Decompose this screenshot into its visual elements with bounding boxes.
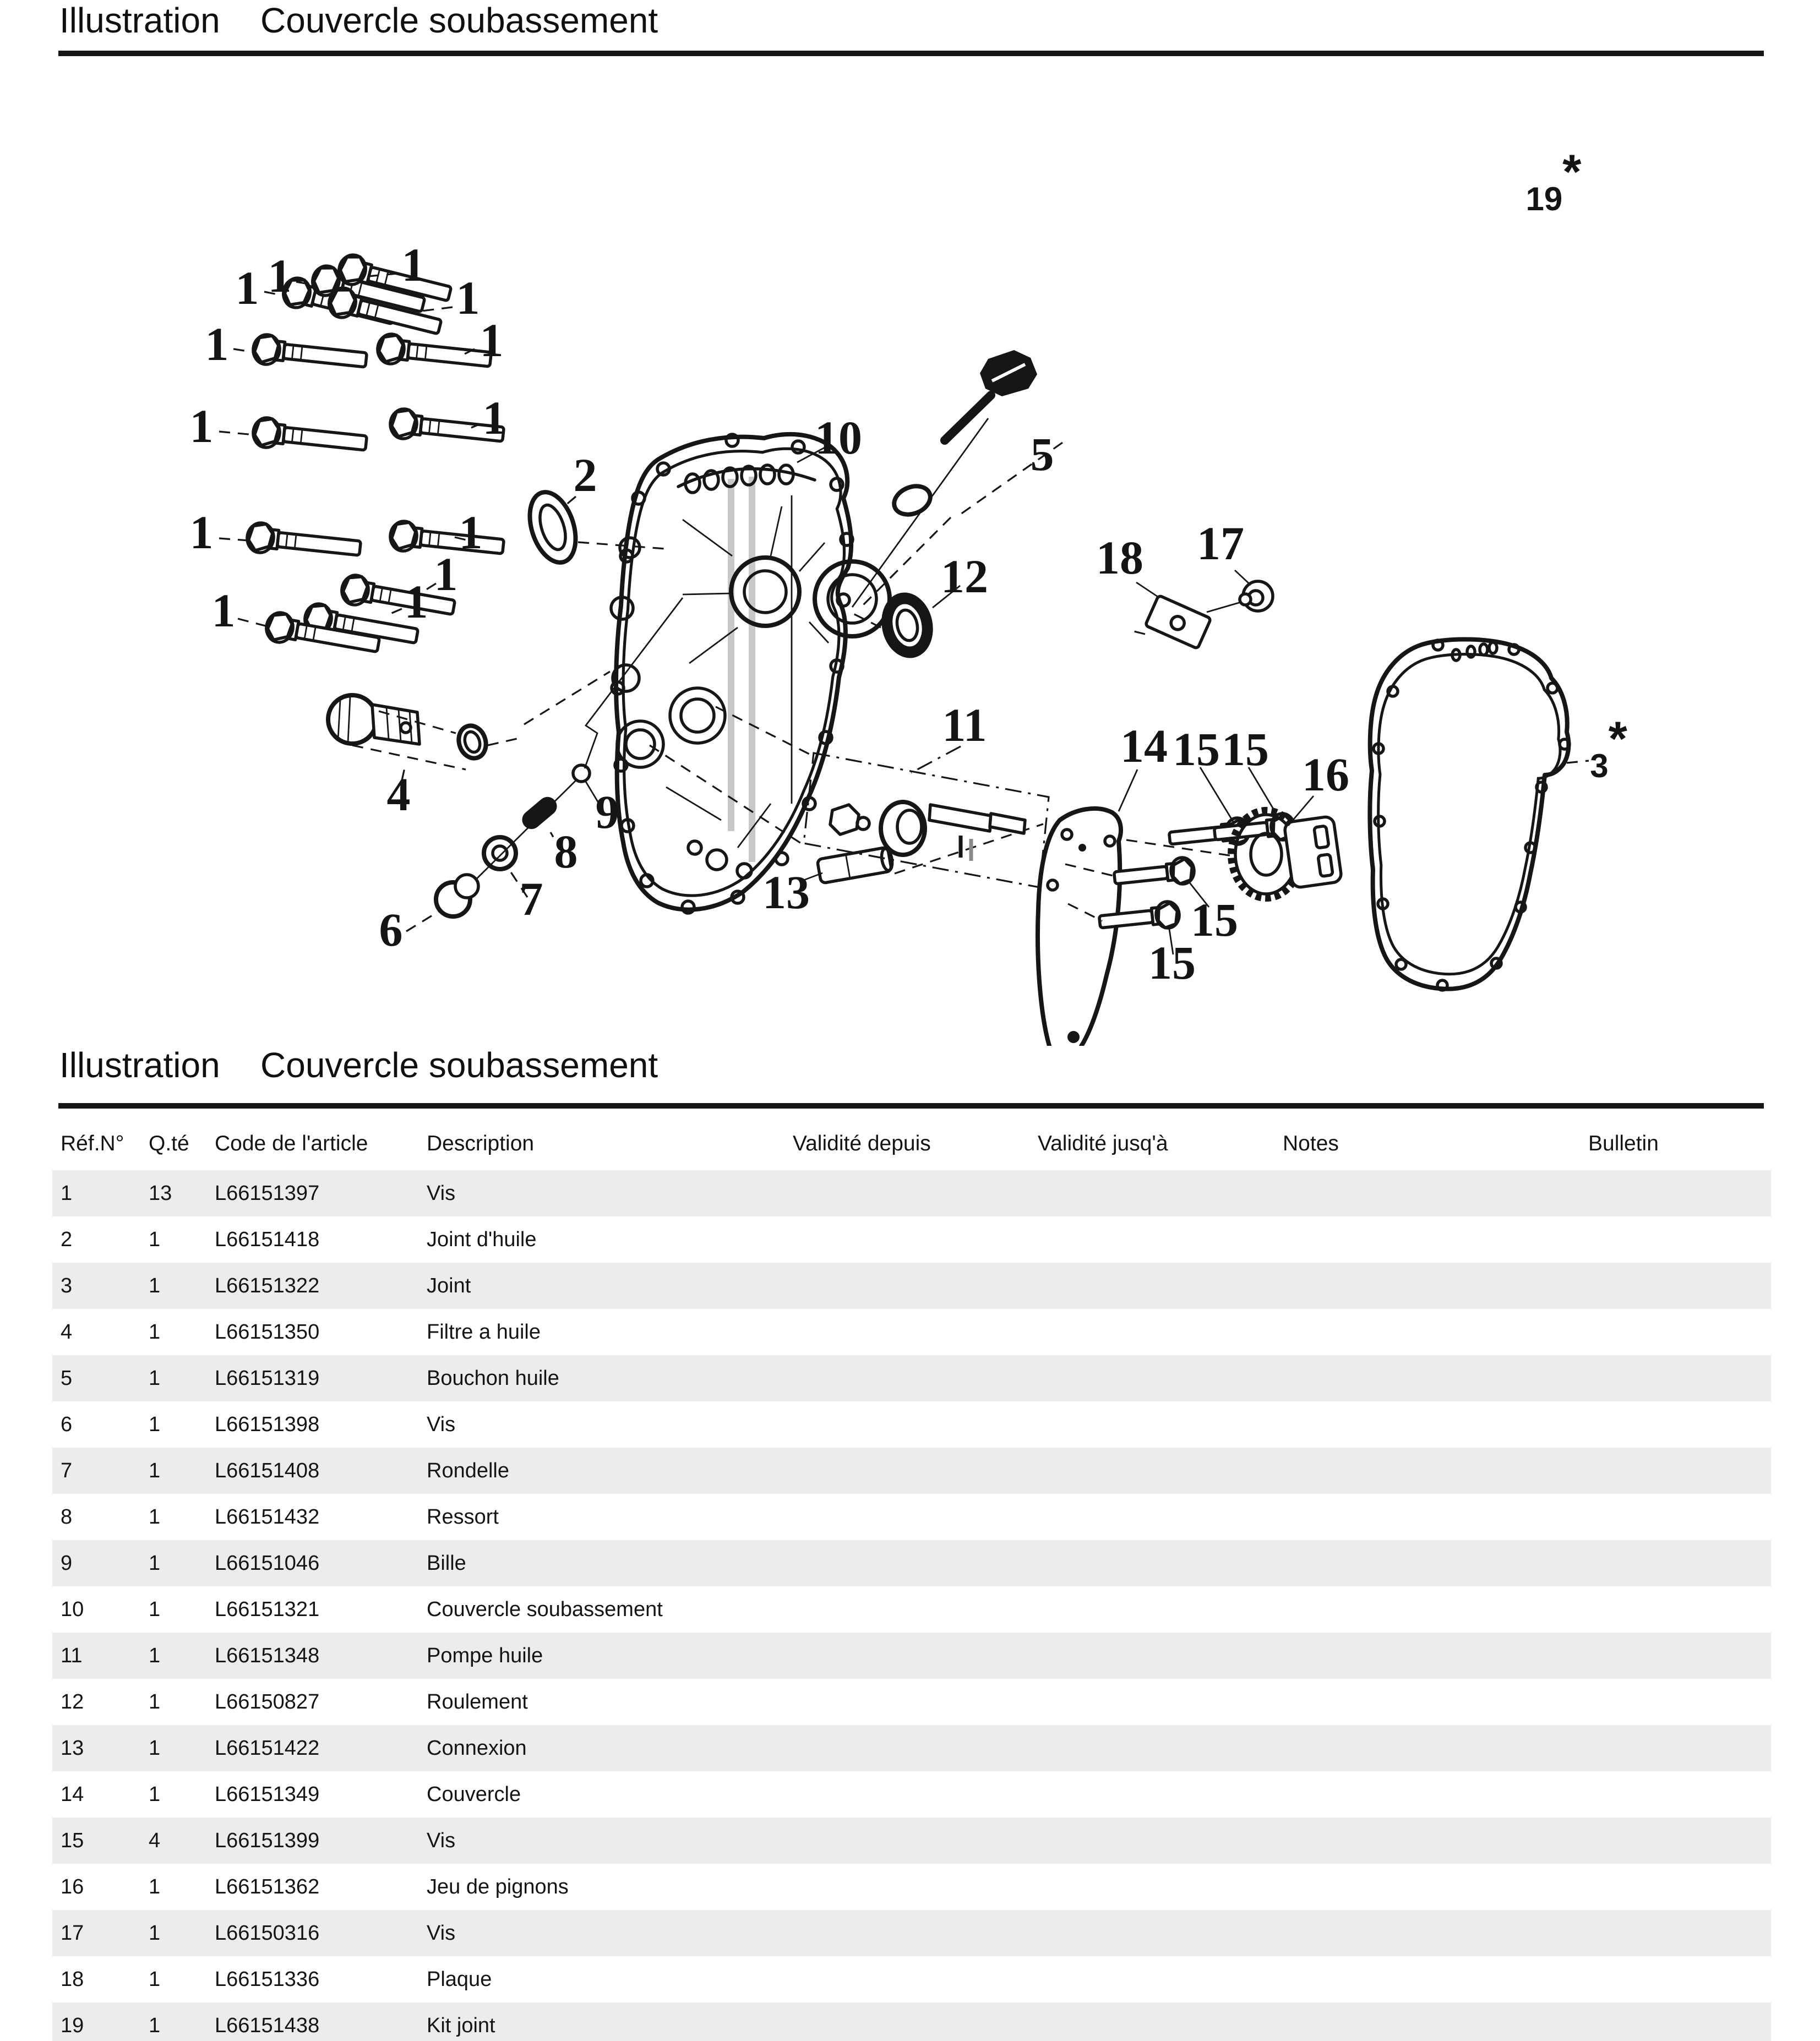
callout-label: 16 (1302, 748, 1349, 801)
table-cell: L66151362 (215, 1875, 320, 1898)
table-cell: 1 (149, 1274, 161, 1297)
table-cell: 1 (149, 1367, 161, 1390)
column-header: Réf.N° (61, 1132, 124, 1155)
table-cell: 1 (149, 1968, 161, 1991)
table-cell: L66151418 (215, 1228, 320, 1251)
table-cell: Ressort (427, 1505, 499, 1529)
callout-label: 7 (519, 872, 543, 925)
table-cell: 1 (149, 1598, 161, 1621)
table-cell: 1 (149, 1783, 161, 1806)
table-row (52, 1216, 1771, 1263)
table-cell: 1 (149, 1228, 161, 1251)
callout-label: 1 (235, 261, 259, 314)
table-row (52, 1818, 1771, 1864)
divider-rule-2 (58, 1103, 1764, 1109)
table-row (52, 2002, 1771, 2041)
screw-6-icon (436, 875, 478, 916)
callout-label: 11 (942, 698, 987, 751)
column-header: Description (427, 1132, 535, 1155)
pump-cover-icon (1038, 770, 1137, 1046)
table-cell: L66151349 (215, 1783, 320, 1806)
column-header: Notes (1283, 1132, 1339, 1155)
table-cell: Plaque (427, 1968, 492, 1991)
table-cell: Vis (427, 1829, 456, 1852)
callout-label: 1 (268, 249, 292, 302)
table-cell: L66151438 (215, 2014, 320, 2037)
callout-label: 1 (434, 548, 458, 601)
table-cell: 1 (149, 2014, 161, 2037)
table-cell: 4 (61, 1320, 73, 1344)
table-cell: 16 (61, 1875, 84, 1898)
callout-label: 1 (479, 314, 504, 367)
table-row (52, 1586, 1771, 1633)
table-cell: 10 (61, 1598, 84, 1621)
callout-label: 8 (554, 825, 578, 878)
callout-label: 15 (1173, 723, 1220, 776)
table-cell: 9 (61, 1552, 73, 1575)
callout-label: 1 (205, 318, 229, 370)
table-cell: 13 (61, 1737, 84, 1760)
table-cell: Pompe huile (427, 1644, 543, 1667)
callout-label: 12 (941, 550, 988, 603)
table-cell: L66151408 (215, 1459, 320, 1482)
oil-filter-icon (328, 672, 610, 781)
cover-soubassement-icon (611, 434, 890, 913)
table-row (52, 1540, 1771, 1586)
table-row (52, 1401, 1771, 1448)
table-cell: 1 (61, 1182, 73, 1205)
table-cell: L66151348 (215, 1644, 320, 1667)
table-cell: Rondelle (427, 1459, 509, 1482)
table-cell: 13 (149, 1182, 172, 1205)
table-row (52, 1864, 1771, 1910)
table-cell: Vis (427, 1182, 456, 1205)
table-cell: Vis (427, 1922, 456, 1945)
table-cell: 14 (61, 1783, 84, 1806)
table-cell: 1 (149, 1505, 161, 1529)
table-cell: 18 (61, 1968, 84, 1991)
callout-label: 1 (456, 271, 480, 324)
table-row (52, 1170, 1771, 1216)
table-cell: Roulement (427, 1690, 528, 1713)
table-title: Illustration (59, 1045, 220, 1085)
table-row (52, 1679, 1771, 1725)
table-cell: 12 (61, 1690, 84, 1713)
callout-label: 1 (189, 506, 214, 559)
table-cell: 1 (149, 1459, 161, 1482)
callout-label: 15 (1222, 723, 1269, 776)
table-cell: 1 (149, 1875, 161, 1898)
column-header: Validité jusq'à (1038, 1132, 1168, 1155)
callout-label: 10 (815, 411, 862, 464)
table-cell: Bouchon huile (427, 1367, 559, 1390)
table-cell: 19 (61, 2014, 84, 2037)
table-row (52, 1910, 1771, 1956)
page-title-name: Couvercle soubassement (260, 1, 658, 40)
callout-label: 1 (404, 575, 428, 628)
callout-label: 15 (1148, 936, 1196, 989)
callout-label: 1 (189, 400, 214, 452)
table-cell: L66151398 (215, 1413, 320, 1436)
page-title-label: Illustration (59, 1, 220, 40)
table-cell: Joint (427, 1274, 471, 1297)
callout-label: 5 (1030, 428, 1054, 481)
table-row (52, 1448, 1771, 1494)
table-cell: L66150316 (215, 1922, 320, 1945)
callout-label: 13 (762, 866, 810, 919)
callout-label: 19* (1525, 144, 1582, 217)
table-cell: L66150827 (215, 1690, 320, 1713)
table-row (52, 1494, 1771, 1540)
callout-label: 14 (1120, 719, 1168, 772)
table-cell: Kit joint (427, 2014, 495, 2037)
screw-17-icon (1207, 570, 1273, 612)
table-cell: 15 (61, 1829, 84, 1852)
table-cell: L66151046 (215, 1552, 320, 1575)
column-header: Code de l'article (215, 1132, 368, 1155)
table-cell: L66151422 (215, 1737, 320, 1760)
table-cell: Joint d'huile (427, 1228, 537, 1251)
table-cell: 3 (61, 1274, 73, 1297)
table-cell: Bille (427, 1552, 466, 1575)
table-cell: 7 (61, 1459, 73, 1482)
callout-label: 1 (482, 391, 506, 444)
table-cell: Couvercle (427, 1783, 521, 1806)
screws-15-icons (1065, 767, 1295, 954)
callout-label: 2 (573, 449, 597, 501)
table-cell: 6 (61, 1413, 73, 1436)
table-cell: 1 (149, 1413, 161, 1436)
table-row (52, 1725, 1771, 1771)
table-cell: Connexion (427, 1737, 527, 1760)
table-cell: L66151321 (215, 1598, 320, 1621)
table-row (52, 1633, 1771, 1679)
washer-icon (484, 837, 516, 869)
table-cell: L66151322 (215, 1274, 320, 1297)
callout-label: 1 (459, 506, 483, 559)
table-cell: Filtre a huile (427, 1320, 541, 1344)
table-row (52, 1309, 1771, 1355)
table-cell: 1 (149, 1644, 161, 1667)
ball-icon (573, 765, 590, 782)
callout-label: 1 (401, 238, 426, 291)
table-cell: 5 (61, 1367, 73, 1390)
table-cell: Couvercle soubassement (427, 1598, 663, 1621)
table-cell: 1 (149, 1690, 161, 1713)
callout-label: 1 (211, 584, 236, 637)
table-cell: 1 (149, 1737, 161, 1760)
table-cell: 1 (149, 1552, 161, 1575)
callout-label: 4 (386, 768, 411, 821)
table-cell: L66151399 (215, 1829, 320, 1852)
table-row (52, 1355, 1771, 1401)
column-header: Bulletin (1588, 1132, 1659, 1155)
table-cell: L66151350 (215, 1320, 320, 1344)
plate-icon (1132, 582, 1211, 649)
table-row (52, 1263, 1771, 1309)
gasket-icon (1370, 640, 1589, 991)
column-header: Q.té (149, 1132, 189, 1155)
table-cell: Jeu de pignons (427, 1875, 569, 1898)
table-row (52, 1956, 1771, 2002)
table-cell: 1 (149, 1320, 161, 1344)
callout-label: 18 (1096, 531, 1143, 584)
callout-label: 15 (1191, 893, 1238, 946)
table-cell: L66151432 (215, 1505, 320, 1529)
table-cell: L66151397 (215, 1182, 320, 1205)
table-row (52, 1771, 1771, 1818)
table-cell: L66151336 (215, 1968, 320, 1991)
callout-label: 9 (595, 785, 619, 838)
table-title-name: Couvercle soubassement (260, 1045, 658, 1085)
table-cell: L66151319 (215, 1367, 320, 1390)
table-header (0, 1132, 1820, 1165)
table-cell: 1 (149, 1922, 161, 1945)
table-cell: 17 (61, 1922, 84, 1945)
table-cell: 4 (149, 1829, 161, 1852)
callout-label: 17 (1197, 517, 1244, 570)
column-header: Validité depuis (793, 1132, 931, 1155)
gear-set-icon (1232, 796, 1342, 897)
table-cell: 11 (61, 1644, 83, 1667)
table-cell: 8 (61, 1505, 73, 1529)
callout-label: 6 (379, 903, 403, 956)
callout-label: 3* (1590, 711, 1627, 784)
table-cell: 2 (61, 1228, 73, 1251)
table-cell: Vis (427, 1413, 456, 1436)
